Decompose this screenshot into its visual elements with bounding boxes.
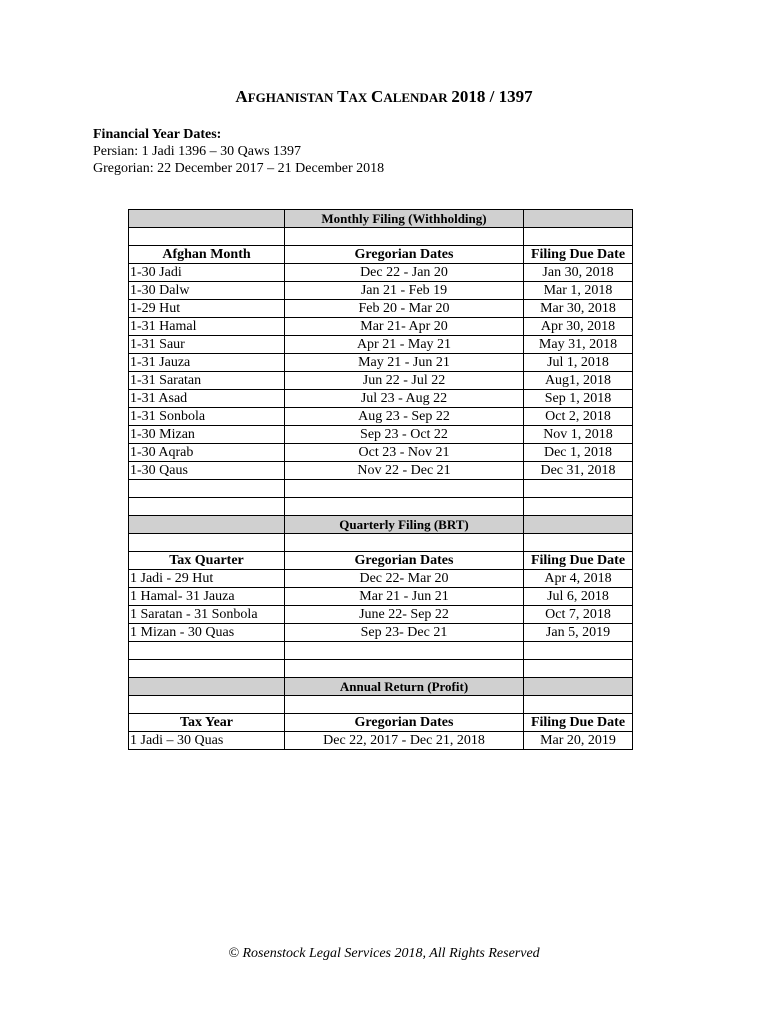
table-row bbox=[129, 570, 633, 588]
monthly-section-title: Monthly Filing (Withholding) bbox=[285, 210, 524, 228]
period-cell: 1 Jadi – 30 Quas bbox=[129, 732, 285, 750]
table-row bbox=[129, 606, 633, 624]
empty-cell bbox=[524, 534, 633, 552]
due-date-cell: Mar 30, 2018 bbox=[524, 300, 633, 318]
column-header: Gregorian Dates bbox=[285, 552, 524, 570]
title-part: T bbox=[337, 87, 349, 106]
empty-cell bbox=[524, 480, 633, 498]
period-cell: 1-31 Hamal bbox=[129, 318, 285, 336]
empty-cell bbox=[129, 498, 285, 516]
due-date-cell: Mar 20, 2019 bbox=[524, 732, 633, 750]
empty-cell bbox=[129, 210, 285, 228]
period-cell: 1-30 Jadi bbox=[129, 264, 285, 282]
copyright-footer: © Rosenstock Legal Services 2018, All Rights Reserved bbox=[228, 946, 540, 961]
due-date-cell: May 31, 2018 bbox=[524, 336, 633, 354]
table-row bbox=[129, 318, 633, 336]
column-header: Tax Year bbox=[129, 714, 285, 732]
title-part: AX bbox=[348, 90, 368, 105]
title-part: A bbox=[235, 87, 248, 106]
due-date-cell: Jan 5, 2019 bbox=[524, 624, 633, 642]
due-date-cell: Sep 1, 2018 bbox=[524, 390, 633, 408]
due-date-cell: Apr 30, 2018 bbox=[524, 318, 633, 336]
title-part: FGHANISTAN bbox=[247, 90, 334, 105]
due-date-cell: Dec 1, 2018 bbox=[524, 444, 633, 462]
title-part: ALENDAR bbox=[383, 90, 448, 105]
gregorian-dates-cell: Oct 23 - Nov 21 bbox=[285, 444, 524, 462]
period-cell: 1-30 Aqrab bbox=[129, 444, 285, 462]
empty-cell bbox=[524, 660, 633, 678]
empty-cell bbox=[285, 228, 524, 246]
empty-cell bbox=[524, 498, 633, 516]
column-header: Gregorian Dates bbox=[285, 246, 524, 264]
due-date-cell: Apr 4, 2018 bbox=[524, 570, 633, 588]
gregorian-dates-cell: Apr 21 - May 21 bbox=[285, 336, 524, 354]
table-row bbox=[129, 462, 633, 480]
empty-row bbox=[129, 480, 633, 498]
due-date-cell: Nov 1, 2018 bbox=[524, 426, 633, 444]
gregorian-dates-cell: Sep 23 - Oct 22 bbox=[285, 426, 524, 444]
period-cell: 1-31 Jauza bbox=[129, 354, 285, 372]
empty-cell bbox=[285, 534, 524, 552]
empty-cell bbox=[524, 696, 633, 714]
column-header: Afghan Month bbox=[129, 246, 285, 264]
financial-year-gregorian: Gregorian: 22 December 2017 – 21 December 2018 bbox=[93, 161, 385, 176]
empty-row bbox=[129, 696, 633, 714]
empty-cell bbox=[285, 498, 524, 516]
column-header: Filing Due Date bbox=[524, 552, 633, 570]
due-date-cell: Dec 31, 2018 bbox=[524, 462, 633, 480]
column-header: Gregorian Dates bbox=[285, 714, 524, 732]
period-cell: 1-30 Qaus bbox=[129, 462, 285, 480]
empty-cell bbox=[524, 642, 633, 660]
gregorian-dates-cell: Nov 22 - Dec 21 bbox=[285, 462, 524, 480]
period-cell: 1 Mizan - 30 Quas bbox=[129, 624, 285, 642]
financial-year-persian: Persian: 1 Jadi 1396 – 30 Qaws 1397 bbox=[93, 144, 302, 159]
gregorian-dates-cell: Sep 23- Dec 21 bbox=[285, 624, 524, 642]
gregorian-dates-cell: June 22- Sep 22 bbox=[285, 606, 524, 624]
gregorian-dates-cell: Jun 22 - Jul 22 bbox=[285, 372, 524, 390]
table-row bbox=[129, 336, 633, 354]
table-row bbox=[129, 372, 633, 390]
empty-row bbox=[129, 498, 633, 516]
empty-cell bbox=[524, 228, 633, 246]
empty-row bbox=[129, 642, 633, 660]
gregorian-dates-cell: May 21 - Jun 21 bbox=[285, 354, 524, 372]
column-header: Filing Due Date bbox=[524, 714, 633, 732]
table-row bbox=[129, 408, 633, 426]
gregorian-dates-cell: Jul 23 - Aug 22 bbox=[285, 390, 524, 408]
empty-cell bbox=[129, 696, 285, 714]
gregorian-dates-cell: Mar 21- Apr 20 bbox=[285, 318, 524, 336]
page-title bbox=[0, 87, 768, 107]
table-row bbox=[129, 264, 633, 282]
table-row bbox=[129, 588, 633, 606]
period-cell: 1-30 Dalw bbox=[129, 282, 285, 300]
column-header: Filing Due Date bbox=[524, 246, 633, 264]
empty-cell bbox=[524, 678, 633, 696]
empty-cell bbox=[129, 678, 285, 696]
empty-cell bbox=[524, 210, 633, 228]
annual-column-headers bbox=[129, 714, 633, 732]
empty-cell bbox=[129, 642, 285, 660]
empty-cell bbox=[129, 228, 285, 246]
empty-cell bbox=[129, 516, 285, 534]
due-date-cell: Jul 6, 2018 bbox=[524, 588, 633, 606]
period-cell: 1-31 Saur bbox=[129, 336, 285, 354]
monthly-column-headers bbox=[129, 246, 633, 264]
gregorian-dates-cell: Mar 21 - Jun 21 bbox=[285, 588, 524, 606]
empty-cell bbox=[129, 534, 285, 552]
period-cell: 1-31 Saratan bbox=[129, 372, 285, 390]
table-row bbox=[129, 624, 633, 642]
annual-section-header bbox=[129, 678, 633, 696]
tax-calendar-table bbox=[128, 209, 633, 750]
empty-row bbox=[129, 660, 633, 678]
quarterly-section-title: Quarterly Filing (BRT) bbox=[285, 516, 524, 534]
table-row bbox=[129, 282, 633, 300]
empty-row bbox=[129, 228, 633, 246]
empty-cell bbox=[285, 660, 524, 678]
financial-year-heading: Financial Year Dates: bbox=[93, 127, 222, 142]
quarterly-column-headers bbox=[129, 552, 633, 570]
gregorian-dates-cell: Dec 22- Mar 20 bbox=[285, 570, 524, 588]
quarterly-section-header bbox=[129, 516, 633, 534]
annual-section-title: Annual Return (Profit) bbox=[285, 678, 524, 696]
period-cell: 1 Hamal- 31 Jauza bbox=[129, 588, 285, 606]
gregorian-dates-cell: Dec 22, 2017 - Dec 21, 2018 bbox=[285, 732, 524, 750]
empty-row bbox=[129, 534, 633, 552]
empty-cell bbox=[129, 660, 285, 678]
period-cell: 1-30 Mizan bbox=[129, 426, 285, 444]
due-date-cell: Aug1, 2018 bbox=[524, 372, 633, 390]
monthly-section-header bbox=[129, 210, 633, 228]
empty-cell bbox=[524, 516, 633, 534]
period-cell: 1-29 Hut bbox=[129, 300, 285, 318]
gregorian-dates-cell: Jan 21 - Feb 19 bbox=[285, 282, 524, 300]
table-row bbox=[129, 354, 633, 372]
empty-cell bbox=[129, 480, 285, 498]
table-row bbox=[129, 426, 633, 444]
empty-cell bbox=[285, 696, 524, 714]
table-row bbox=[129, 732, 633, 750]
table-row bbox=[129, 390, 633, 408]
due-date-cell: Jul 1, 2018 bbox=[524, 354, 633, 372]
period-cell: 1 Saratan - 31 Sonbola bbox=[129, 606, 285, 624]
due-date-cell: Oct 2, 2018 bbox=[524, 408, 633, 426]
table-row bbox=[129, 444, 633, 462]
period-cell: 1-31 Asad bbox=[129, 390, 285, 408]
title-years: 2018 / 1397 bbox=[451, 87, 533, 106]
title-part: C bbox=[371, 87, 384, 106]
table-row bbox=[129, 300, 633, 318]
period-cell: 1 Jadi - 29 Hut bbox=[129, 570, 285, 588]
gregorian-dates-cell: Dec 22 - Jan 20 bbox=[285, 264, 524, 282]
gregorian-dates-cell: Aug 23 - Sep 22 bbox=[285, 408, 524, 426]
gregorian-dates-cell: Feb 20 - Mar 20 bbox=[285, 300, 524, 318]
due-date-cell: Jan 30, 2018 bbox=[524, 264, 633, 282]
empty-cell bbox=[285, 480, 524, 498]
period-cell: 1-31 Sonbola bbox=[129, 408, 285, 426]
due-date-cell: Oct 7, 2018 bbox=[524, 606, 633, 624]
due-date-cell: Mar 1, 2018 bbox=[524, 282, 633, 300]
empty-cell bbox=[285, 642, 524, 660]
financial-year-block bbox=[93, 126, 384, 177]
column-header: Tax Quarter bbox=[129, 552, 285, 570]
